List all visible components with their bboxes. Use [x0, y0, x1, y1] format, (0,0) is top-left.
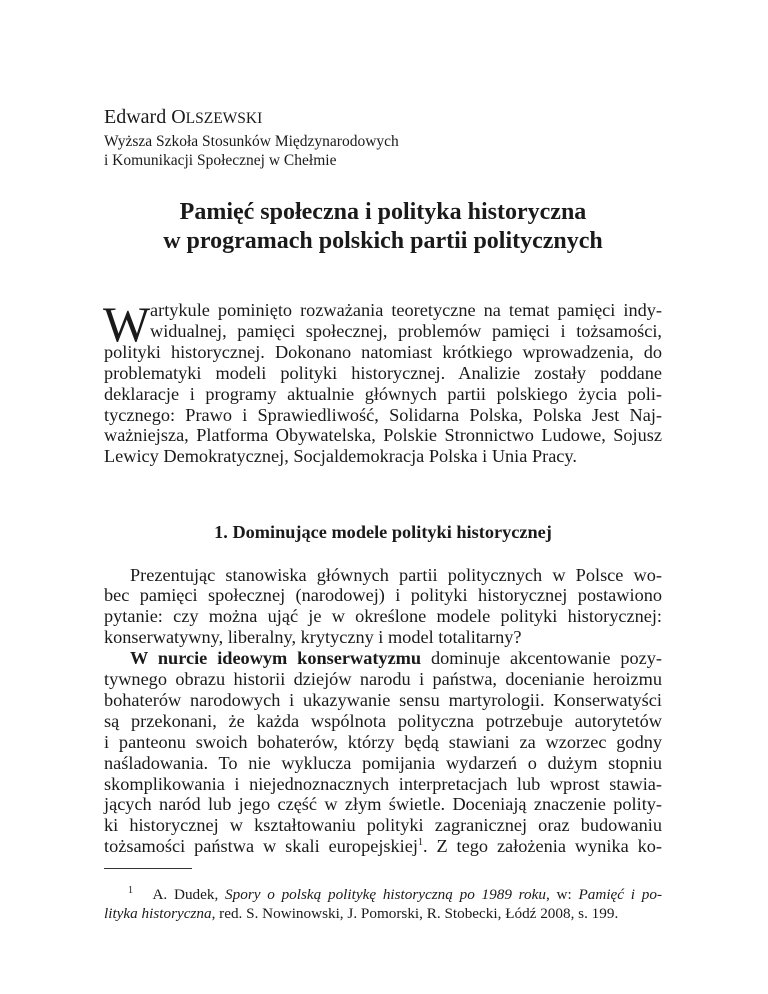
body-line: i panteonu swoich bohaterów, którzy będą stawiani za wzorzec godny	[104, 731, 662, 752]
body-line: bohaterów narodowych i ukazywanie sensu martyrologii. Konserwatyści	[104, 689, 662, 710]
footnote-ref[interactable]: 1	[417, 837, 423, 849]
body-line: pytanie: czy można ująć je w określone modele polityki historycznej:	[104, 606, 662, 627]
abstract-line: Lewicy Demokratycznej, Socjaldemokracja Polska i Unia Pracy.	[104, 446, 577, 467]
abstract-line: deklaracje i programy aktualnie głównych partii polskiego życia poli-	[104, 383, 662, 404]
footnote-title: Spory o polską politykę historyczną po 1989 roku	[225, 886, 546, 903]
body-line	[130, 648, 662, 669]
body-line	[104, 836, 662, 857]
footnote-divider	[104, 868, 192, 869]
footnote-line	[104, 885, 662, 904]
footnote-line	[104, 904, 662, 923]
author-name	[104, 104, 262, 132]
body-line: konserwatywny, liberalny, krytyczny i model totalitarny?	[104, 627, 522, 648]
footnote-book: Pamięć i po-	[578, 886, 663, 903]
body-line: jących naród lub jego część w złym świetle. Doceniają znaczenie polity-	[104, 794, 662, 815]
body-line: naśladowania. To nie wyklucza pomijania wydarzeń o dużym stopniu	[104, 752, 662, 773]
footnote-rest: , red. S. Nowinowski, J. Pomorski, R. Stobecki, Łódź 2008, s. 199.	[211, 905, 619, 922]
abstract-line: ważniejsza, Platforma Obywatelska, Polskie Stronnictwo Ludowe, Sojusz	[104, 425, 662, 446]
body-line: skomplikowania i niejednoznacznych interpretacjach lub wprost stawia-	[104, 773, 662, 794]
affiliation-line: Wyższa Szkoła Stosunków Międzynarodowych	[104, 133, 399, 150]
abstract-line: widualnej, pamięci społecznej, problemów pamięci i tożsamości,	[150, 320, 662, 341]
body-line: bec pamięci społecznej (narodowej) i polityki historycznej postawiono	[104, 585, 662, 606]
author-last-rest: LSZEWSKI	[185, 110, 263, 127]
section-heading: 1. Dominujące modele polityki historycznej	[214, 522, 552, 542]
abstract-line: tycznego: Prawo i Sprawiedliwość, Solidarna Polska, Polska Jest Naj-	[104, 404, 662, 425]
body-line: ki historycznej w kształtowaniu polityki zagranicznej oraz budowaniu	[104, 815, 662, 836]
body-line: Prezentując stanowiska głównych partii politycznych w Polsce wo-	[130, 564, 662, 585]
abstract-line: polityki historycznej. Dokonano natomiast krótkiego wprowadzenia, do	[104, 341, 662, 362]
abstract-line: problematyki modeli polityki historycznej. Analizie zostały poddane	[104, 362, 662, 383]
article-title: Pamięć społeczna i polityka historyczna	[179, 199, 587, 225]
abstract-line: artykule pominięto rozważania teoretyczne na temat pamięci indy-	[150, 300, 662, 320]
line-end: . Z tego założenia wynika ko-	[422, 836, 662, 857]
footnote-number: 1	[128, 884, 133, 896]
drop-cap: W	[103, 296, 151, 352]
body-line: są przekonani, że każda wspólnota polityczna potrzebuje autorytetów	[104, 710, 662, 731]
bold-lead: W nurcie ideowym konserwatyzmu	[130, 648, 422, 669]
footnote-in: , w:	[545, 886, 572, 903]
author-last-initial: O	[171, 106, 186, 128]
body-line: tywnego obrazu historii dziejów narodu i państwa, docenianie heroizmu	[104, 669, 662, 689]
line-start: tożsamości państwa w skali europejskiej	[104, 836, 418, 857]
footnote-book: lityka historyczna	[104, 905, 212, 922]
author-first-name: Edward	[104, 106, 167, 128]
line-rest: dominuje akcentowanie pozy-	[431, 648, 663, 669]
footnote-author: A. Dudek,	[152, 886, 219, 903]
affiliation-line: i Komunikacji Społecznej w Chełmie	[104, 152, 337, 169]
article-title: w programach polskich partii politycznych	[163, 228, 603, 254]
